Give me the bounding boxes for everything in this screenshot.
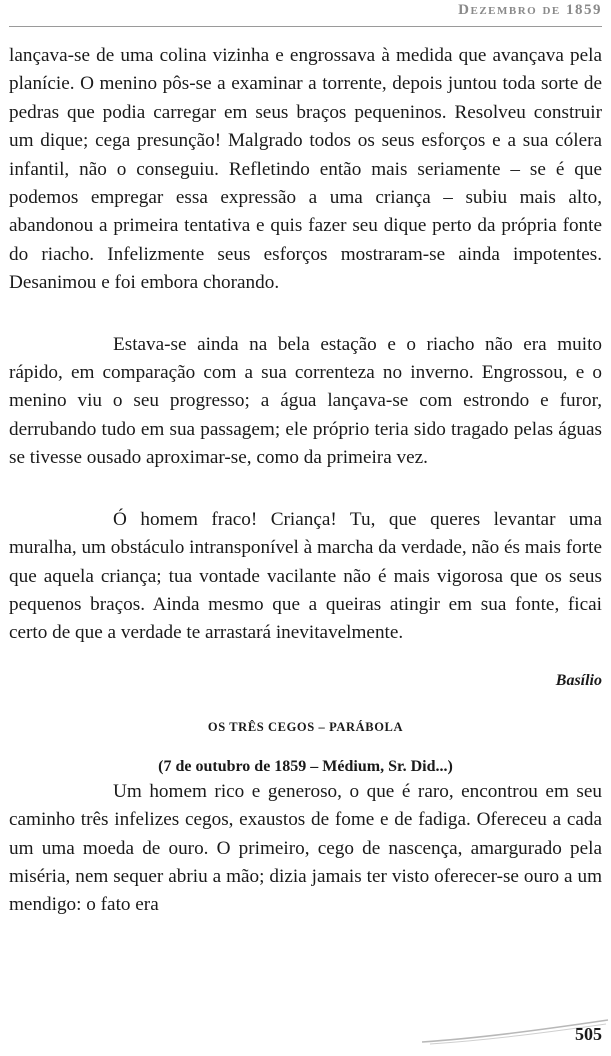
paragraph: Ó homem fraco! Criança! Tu, que queres levantar uma muralha, um obstáculo intransponível à marcha da verdade, não és mais forte que aquela criança; tua vontade vacilante não é mais vigorosa que os seus pequenos braços. Ainda mesmo que a queiras atingir em sua fonte, ficai certo de que a verdade te arrastará inevitavelmente. — [9, 508, 603, 644]
signature: Basílio — [555, 671, 602, 689]
section-title: OS TRÊS CEGOS – PARÁBOLA — [207, 719, 404, 734]
paragraph: lançava-se de uma colina vizinha e engrossava à medida que avançava pela planície. O menino pôs-se a examinar a torrente, depois juntou toda sorte de pedras que podia carregar em seus braços pequeninos. Resolveu construir um dique; cega presunção! Malgrado todos os seus esforços e a sua cólera infantil, não o conseguiu. Refletindo então mais seriamente – se é que podemos empregar essa expressão a uma criança – subiu mais alto, abandonou a primeira tentativa e quis fazer seu dique perto da própria fonte do riacho. Infelizmente seus esforços mostraram-se ainda impotentes. Desanimou e foi embora chorando. — [9, 45, 602, 294]
running-header: Dezembro de 1859 — [458, 2, 602, 18]
section-subtitle: (7 de outubro de 1859 – Médium, Sr. Did...) — [158, 757, 453, 775]
paragraph: Estava-se ainda na bela estação e o riacho não era muito rápido, em comparação com a sua correnteza no inverno. Engrossou, e o menino viu o seu progresso; a água lançava-se com estrondo e furor, derrubando tudo em sua passagem; ele próprio teria sido tragado pelas águas se tivesse ousado aproximar-se, como da primeira vez. — [9, 333, 602, 469]
page-content — [9, 42, 602, 920]
paragraph: Um homem rico e generoso, o que é raro, encontrou em seu caminho três infelizes cegos, exaustos de fome e de fadiga. Ofereceu a cada um uma moeda de ouro. O primeiro, cego de nascença, amargurado pela miséria, nem sequer abriu a mão; dizia jamais ter visto oferecer-se ouro a um mendigo: o fato era — [9, 780, 602, 916]
header-rule — [9, 26, 602, 27]
page-number: 505 — [575, 1024, 602, 1044]
